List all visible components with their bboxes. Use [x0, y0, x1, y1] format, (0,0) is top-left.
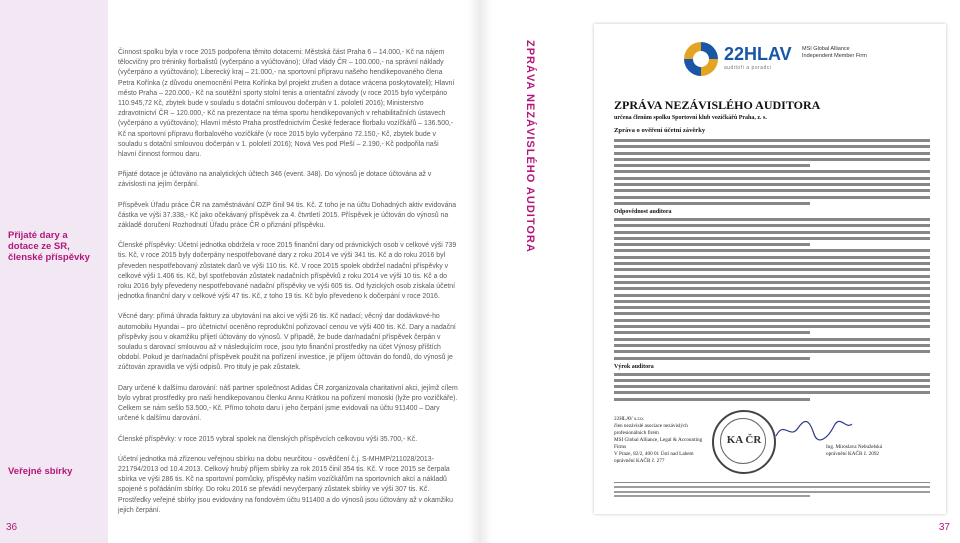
- side-label-public-collections: Veřejné sbírky: [8, 466, 73, 477]
- main-text-column: [118, 48, 458, 526]
- stamp-text: KA ČR: [726, 434, 762, 446]
- report-title: ZPRÁVA NEZÁVISLÉHO AUDITORA: [614, 98, 821, 112]
- paragraph-in-kind-gifts: Věcné dary: přímá úhrada faktury za ubytování na akci ve výši 26 tis. Kč nadací; věcný dar dodávkové-ho automobilu Hyundai – pro účetnictví oceněno reprodukční pořizovací cenou ve výši 400 tis. Kč. Dary a nadační příspěvky jsou v okamžiku přijetí účtovány do výnosů. V případě, že bude dar/nadační příspěvek čerpán v souladu s darovací smlouvou až v následujícím roce, jsou tyto finanční prostředky na účet Výnosy příštích období. Pokud je dar/nadační příspěvek použit na pořízení investice, je příjem účtován do fondů, do výnosů je zúčtován zpravidla ve výši odpisů. Pro tituly je pak zůstatek.: [118, 313, 456, 372]
- auditor-stamp-icon: [712, 410, 776, 474]
- logo-name: 22HLAV: [724, 44, 792, 64]
- sidebar-column: [0, 0, 108, 543]
- paragraph-membership-fees: Členské příspěvky: v roce 2015 vybral spolek na členských příspěvcích celkovou výši 35.700,- Kč.: [118, 435, 418, 443]
- logo-subtitle: auditoři a poradci: [724, 65, 772, 71]
- logo-mark-icon: [684, 42, 718, 76]
- vertical-title-text: ZPRÁVA NEZÁVISLÉHO AUDITORA: [524, 40, 536, 253]
- page-number-right: 37: [938, 522, 950, 533]
- signer-block: Ing. Miroslava Nebuželská oprávnění KAČR č. 2092: [826, 444, 883, 457]
- page-number-left: 36: [6, 522, 18, 533]
- vertical-section-title: [486, 40, 546, 320]
- signature-icon: [774, 418, 854, 442]
- paragraph-subsidies: Činnost spolku byla v roce 2015 podpořena těmito dotacemi: Městská část Praha 6 – 14.000,- Kč na nájem tělocvičny pro tréninky florbalistů (vyčerpáno a vyúčtováno); Úřad vlády ČR – 100.000,- na správní náklady (vyčerpáno a vyúčtováno); Liberecký kraj – 21.000,- na sportovní přípravu našeho hendikepovaného člena Petra Kořínka (z důvodu onemocnění Petra Kořínka byl projekt zrušen a dotace vrácena poskytovateli); Hlavní město Praha – 220.000,- Kč na soutěžní sporty stolní tenis a orientační závody (v roce 2015 bylo vyčerpáno 110.945,72 Kč, zbytek bude v souladu s dotační smlouvou dočerpán v 1. pololetí 2016); Ministerstvo zdravotnictví ČR – 120.000,- Kč na prezentace na téma sportu hendikepovaných v rehabilitačních ústavech (vyčerpáno a vyúčtováno); Hlavní město Praha prostřednictvím České federace florbalu vozíčkářů – 136.500,- Kč na sportovní přípravu florbalového vozíčkáře (v roce 2015 bylo vyčerpáno 72.150,- Kč, zbytek bude v souladu s dotační smlouvou dočerpán v 1. pololetí 2016); Nová Ves pod Pleší – 2.190,- Kč podpořila naši hlavní činnost formou daru.: [118, 49, 455, 159]
- report-body-scan: [614, 139, 930, 404]
- report-footer: [614, 482, 930, 500]
- auditor-firm-block: 22HLAV s.r.o. člen nezávislé asociace nezávislých profesionálních firem MSI Global Alliance, Legal & Accounting Firms V Praze, 82/2, 400 01 Ústí nad Labem oprávnění KAČR č. 277: [614, 416, 703, 464]
- report-subtitle: určena členům spolku Sportovní klub vozíčkářů Praha, z. s.: [614, 115, 767, 121]
- paragraph-subsidy-accounting: Přijaté dotace je účtováno na analytických účtech 346 (event. 348). Do výnosů je dotace účtována až v závislosti na jejím čerpání.: [118, 171, 432, 189]
- side-label-donations: Přijaté dary a dotace ze SR, členské příspěvky: [8, 230, 90, 263]
- logo-msi-text: MSI Global Alliance Independent Member Firm: [802, 46, 867, 59]
- paragraph-financial-gifts: Členské příspěvky: Účetní jednotka obdržela v roce 2015 finanční dary od právnických osob v celkové výši 739 tis. Kč, v roce 2015 byly dočerpány nespotřebované dary z roku 2014 ve výši 341 tis. Kč a do roku 2016 byl převeden nespotřebovaný zůstatek darů ve výši 110 tis. Kč. V roce 2015 spolek obdržel nadační příspěvky v celkové výši 1.406 tis. Kč, byl spotřebován zůstatek nadačních příspěvků z roku 2014 ve výši 10 tis. Kč a do roku 2016 byly převedeny nespotřebované nadační příspěvky ve výši 605 tis. Od fyzických osob získala účetní jednotka finanční dary v celkové výši 47 tis. Kč, z toho 19 tis. Kč bylo převedeno k dočerpání v roce 2016.: [118, 242, 457, 301]
- paragraph-labour-office: Příspěvek Úřadu práce ČR na zaměstnávání OZP činil 94 tis. Kč. Z toho je na účtu Dohadných aktiv evidována částka ve výši 37.338,- Kč jako očekávaný příspěvek za 4. čtvrtletí 2015. Příspěvek je účtován do výnosů na základě doručení Rozhodnutí Úřadu práce ČR o přiznání příspěvku.: [118, 201, 457, 230]
- opinion-heading: Výrok auditora: [614, 363, 654, 370]
- paragraph-donations-for-redistribution: Dary určené k dalšímu darování: náš partner společnost Adidas ČR zorganizovala charitativní akci, jejímž cílem bylo vybrat prostředky pro naši hendikepovanou členku Annu Krátkou na pořízení monoski (lyže pro vozíčkáře). Celkem se nám sešlo 53.500,- Kč. Přímo tohoto daru i jeho čerpání jsme evidovali na účtu 911400 – Dary určené k dalšímu darování.: [118, 384, 458, 423]
- auditor-logo: [684, 42, 934, 76]
- auditor-report-scan: [594, 24, 946, 514]
- paragraph-public-collection: Účetní jednotka má zřízenou veřejnou sbírku na dobu neurčitou - osvědčení č.j. S-MHMP/211028/2013-221794/2013 od 10.4.2013. Celkový hrubý příjem sbírky za rok 2015 činil 354 tis. Kč. V roce 2015 se čerpala sbírka ve výši 286 tis. Kč na sportovní pomůcky, příspěvky našim vozíčkářům na sportovních akcí a nákladů spojené s pořádáním sbírky. Do roku 2016 se převádí nevyčerpaný zůstatek sbírky ve výši 307 tis. Kč. Prostředky veřejné sbírky jsou evidovány na fondovém účtu 911400 a do výnosů jsou účtovány až v okamžiku jejich čerpání.: [118, 455, 454, 514]
- responsibility-heading: Odpovědnost auditora: [614, 208, 672, 215]
- report-section-title: Zpráva o ověření účetní závěrky: [614, 127, 706, 134]
